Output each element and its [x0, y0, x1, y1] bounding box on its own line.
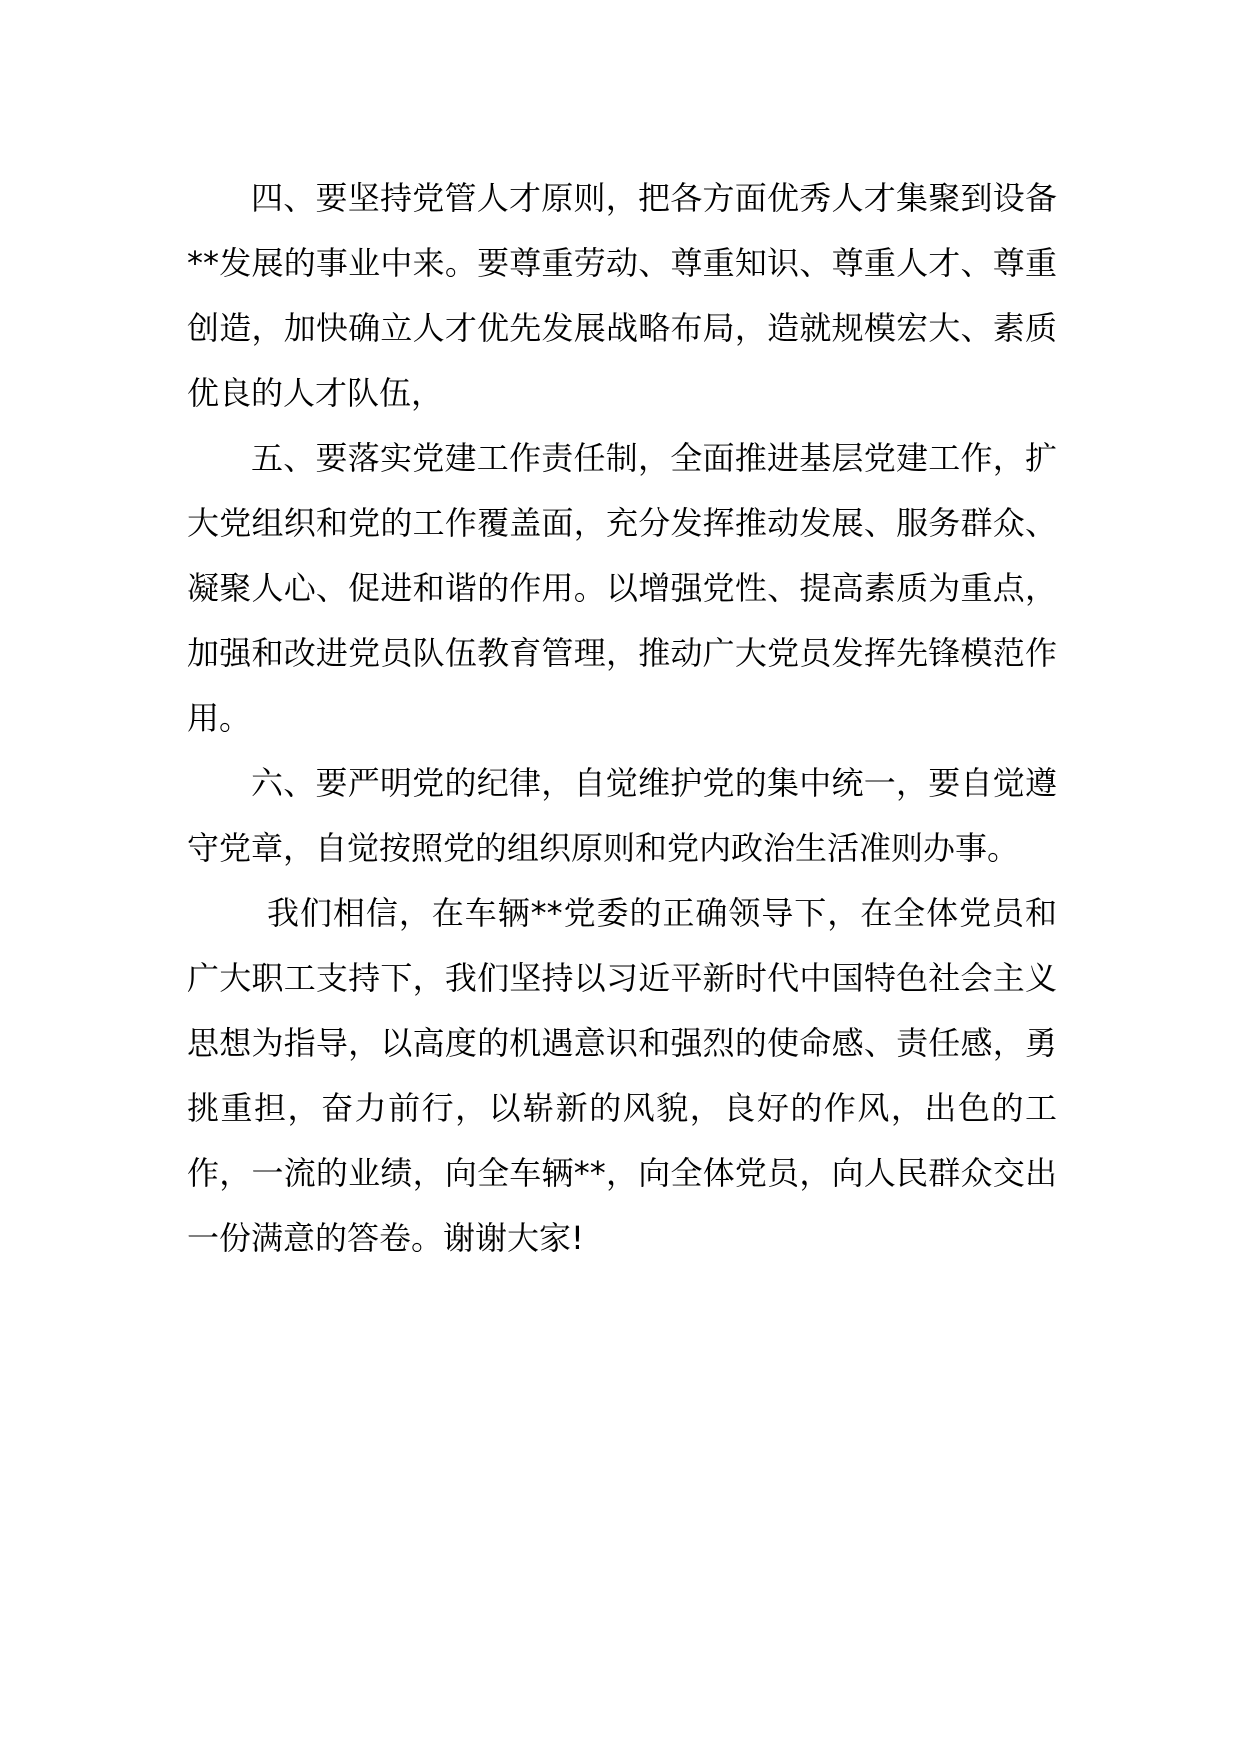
document-body	[187, 166, 1057, 1271]
paragraph-closing: 我们相信，在车辆**党委的正确领导下，在全体党员和广大职工支持下，我们坚持以习近平新时代中国特色社会主义思想为指导，以高度的机遇意识和强烈的使命感、责任感，勇挑重担，奋力前行，以崭新的风貌，良好的作风，出色的工作，一流的业绩，向全车辆**，向全体党员，向人民群众交出一份满意的答卷。谢谢大家!	[187, 894, 1057, 1257]
paragraph-talent-principle: 四、要坚持党管人才原则，把各方面优秀人才集聚到设备**发展的事业中来。要尊重劳动、尊重知识、尊重人才、尊重创造，加快确立人才优先发展战略布局，造就规模宏大、素质优良的人才队伍，	[187, 179, 1057, 412]
paragraph-party-building-responsibility: 五、要落实党建工作责任制，全面推进基层党建工作，扩大党组织和党的工作覆盖面，充分发挥推动发展、服务群众、凝聚人心、促进和谐的作用。以增强党性、提高素质为重点，加强和改进党员队伍教育管理，推动广大党员发挥先锋模范作用。	[187, 439, 1057, 737]
paragraph-party-discipline: 六、要严明党的纪律，自觉维护党的集中统一，要自觉遵守党章，自觉按照党的组织原则和党内政治生活准则办事。	[187, 764, 1057, 867]
